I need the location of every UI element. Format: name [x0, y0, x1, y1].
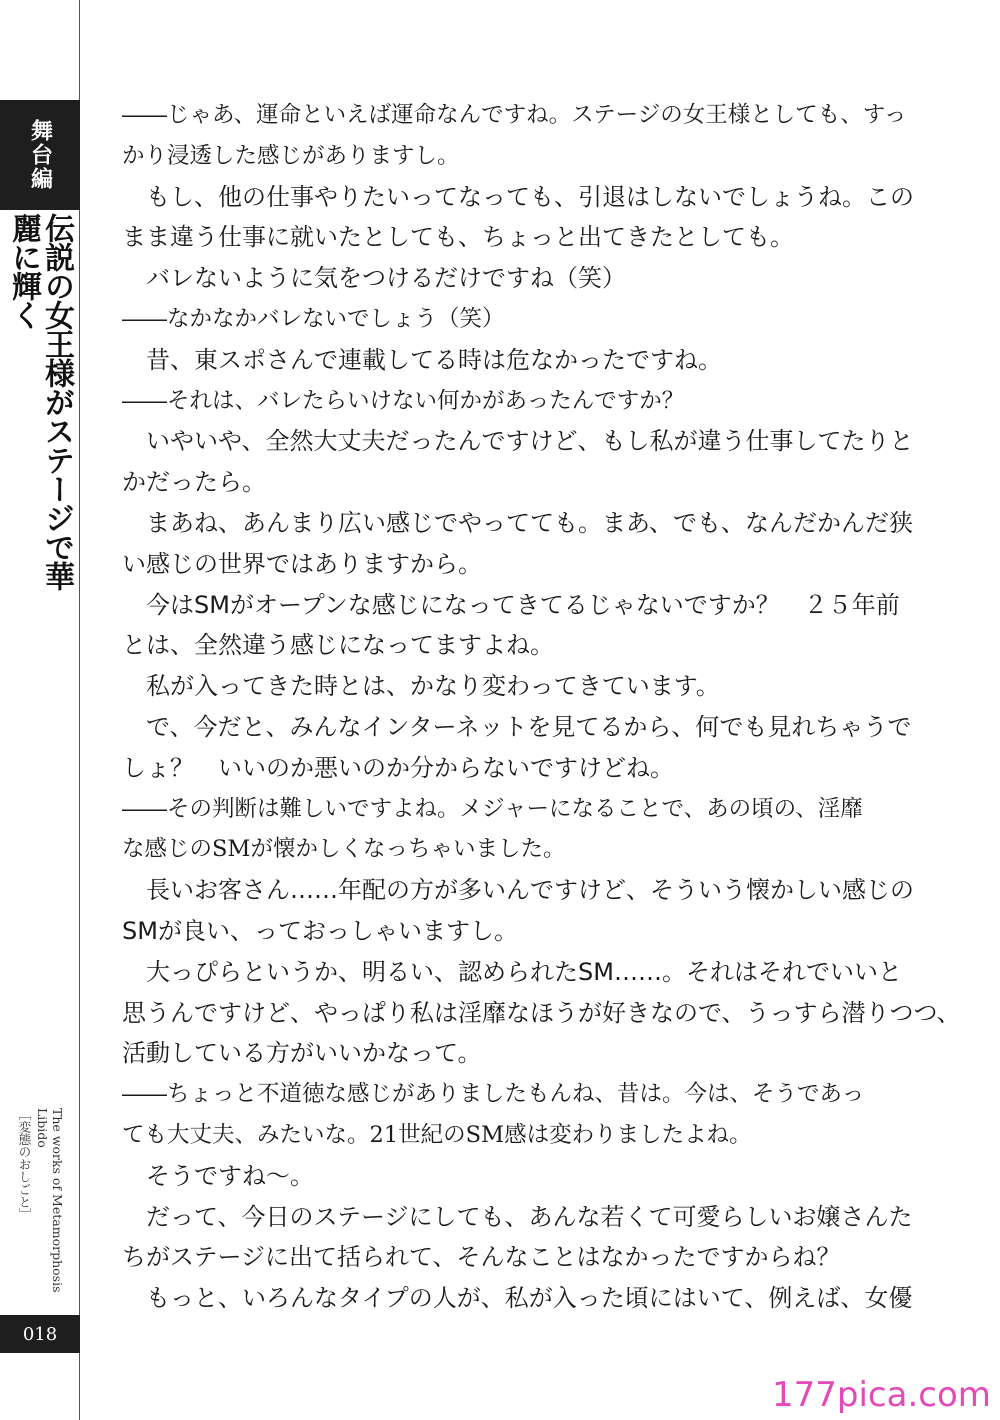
question-line: かり浸透した感じがありますし。 — [122, 142, 460, 169]
answer-line: で、今だと、みんなインターネットを見てるから、何でも見れちゃうで — [122, 712, 912, 741]
answer-line: とは、全然違う感じになってますよね。 — [122, 631, 554, 660]
body-text — [122, 95, 961, 1319]
answer-line: まあね、あんまり広い感じでやってても。まあ、でも、なんだかんだ狭 — [122, 508, 914, 537]
page-number-text: 018 — [22, 1323, 58, 1345]
page-number — [0, 1315, 80, 1353]
answer-line: いやいや、全然大丈夫だったんですけど、もし私が違う仕事してたりと — [122, 427, 914, 456]
question-line: ても大丈夫、みたいな。21世紀のSM感は変わりましたよね。 — [122, 1121, 752, 1148]
answer-line: 私が入ってきた時とは、かなり変わってきています。 — [122, 672, 720, 701]
answer-line: 大っぴらというか、明るい、認められたSM……。それはそれでいいと — [122, 957, 902, 986]
answer-line: い感じの世界ではありますから。 — [122, 549, 482, 578]
answer-line: もし、他の仕事やりたいってなっても、引退はしないでしょうね。この — [122, 182, 914, 211]
question-line: な感じのSMが懐かしくなっちゃいました。 — [122, 836, 566, 863]
answer-line: 昔、東スポさんで連載してる時は危なかったですね。 — [122, 345, 722, 374]
answer-line: SMが良い、っておっしゃいますし。 — [122, 916, 518, 945]
answer-line: しょ？ いいのか悪いのか分からないですけどね。 — [122, 753, 674, 782]
answer-line: 思うんですけど、やっぱり私は淫靡なほうが好きなので、うっすら潜りつつ、 — [122, 998, 961, 1027]
series-title-ja: ［変態のおしごと］ — [17, 1108, 32, 1221]
series-title — [0, 1108, 80, 1308]
series-title-en: The works of Metamorphosis Libido — [35, 1108, 65, 1293]
question-line: ――ちょっと不道徳な感じがありましたもんね、昔は。今は、そうであっ — [122, 1081, 865, 1108]
answer-line: 今はSMがオープンな感じになってきてるじゃないですか？ ２５年前 — [122, 590, 900, 619]
answer-line: もっと、いろんなタイプの人が、私が入った頃にはいて、例えば、女優 — [122, 1284, 913, 1313]
question-line: ――なかなかバレないでしょう（笑） — [122, 305, 505, 332]
answer-line: ちがステージに出て括られて、そんなことはなかったですからね？ — [122, 1243, 841, 1272]
watermark: 177pica.com — [772, 1375, 991, 1415]
question-line: ――それは、バレたらいけない何かがあったんですか？ — [122, 387, 685, 414]
chapter-title-text: 伝説の女王様がステージで華麗に輝く — [6, 213, 74, 590]
question-line: ――じゃあ、運命といえば運命なんですね。ステージの女王様としても、すっ — [122, 102, 907, 128]
section-label: 舞台編 — [27, 119, 53, 191]
question-line: ――その判断は難しいですよね。メジャーになることで、あの頃の、淫靡 — [122, 795, 863, 822]
answer-line: 活動している方がいいかなって。 — [122, 1039, 482, 1068]
answer-line: かだったら。 — [122, 468, 266, 497]
answer-line: バレないように気をつけるだけですね（笑） — [122, 264, 626, 293]
answer-line: そうですね～。 — [122, 1161, 314, 1190]
answer-line: だって、今日のステージにしても、あんな若くて可愛らしいお嬢さんた — [122, 1202, 913, 1231]
sidebar — [0, 0, 80, 1420]
answer-line: まま違う仕事に就いたとしても、ちょっと出てきたとしても。 — [122, 223, 794, 252]
section-tab — [0, 100, 80, 210]
chapter-title — [0, 205, 80, 603]
answer-line: 長いお客さん……年配の方が多いんですけど、そういう懐かしい感じの — [122, 876, 914, 905]
